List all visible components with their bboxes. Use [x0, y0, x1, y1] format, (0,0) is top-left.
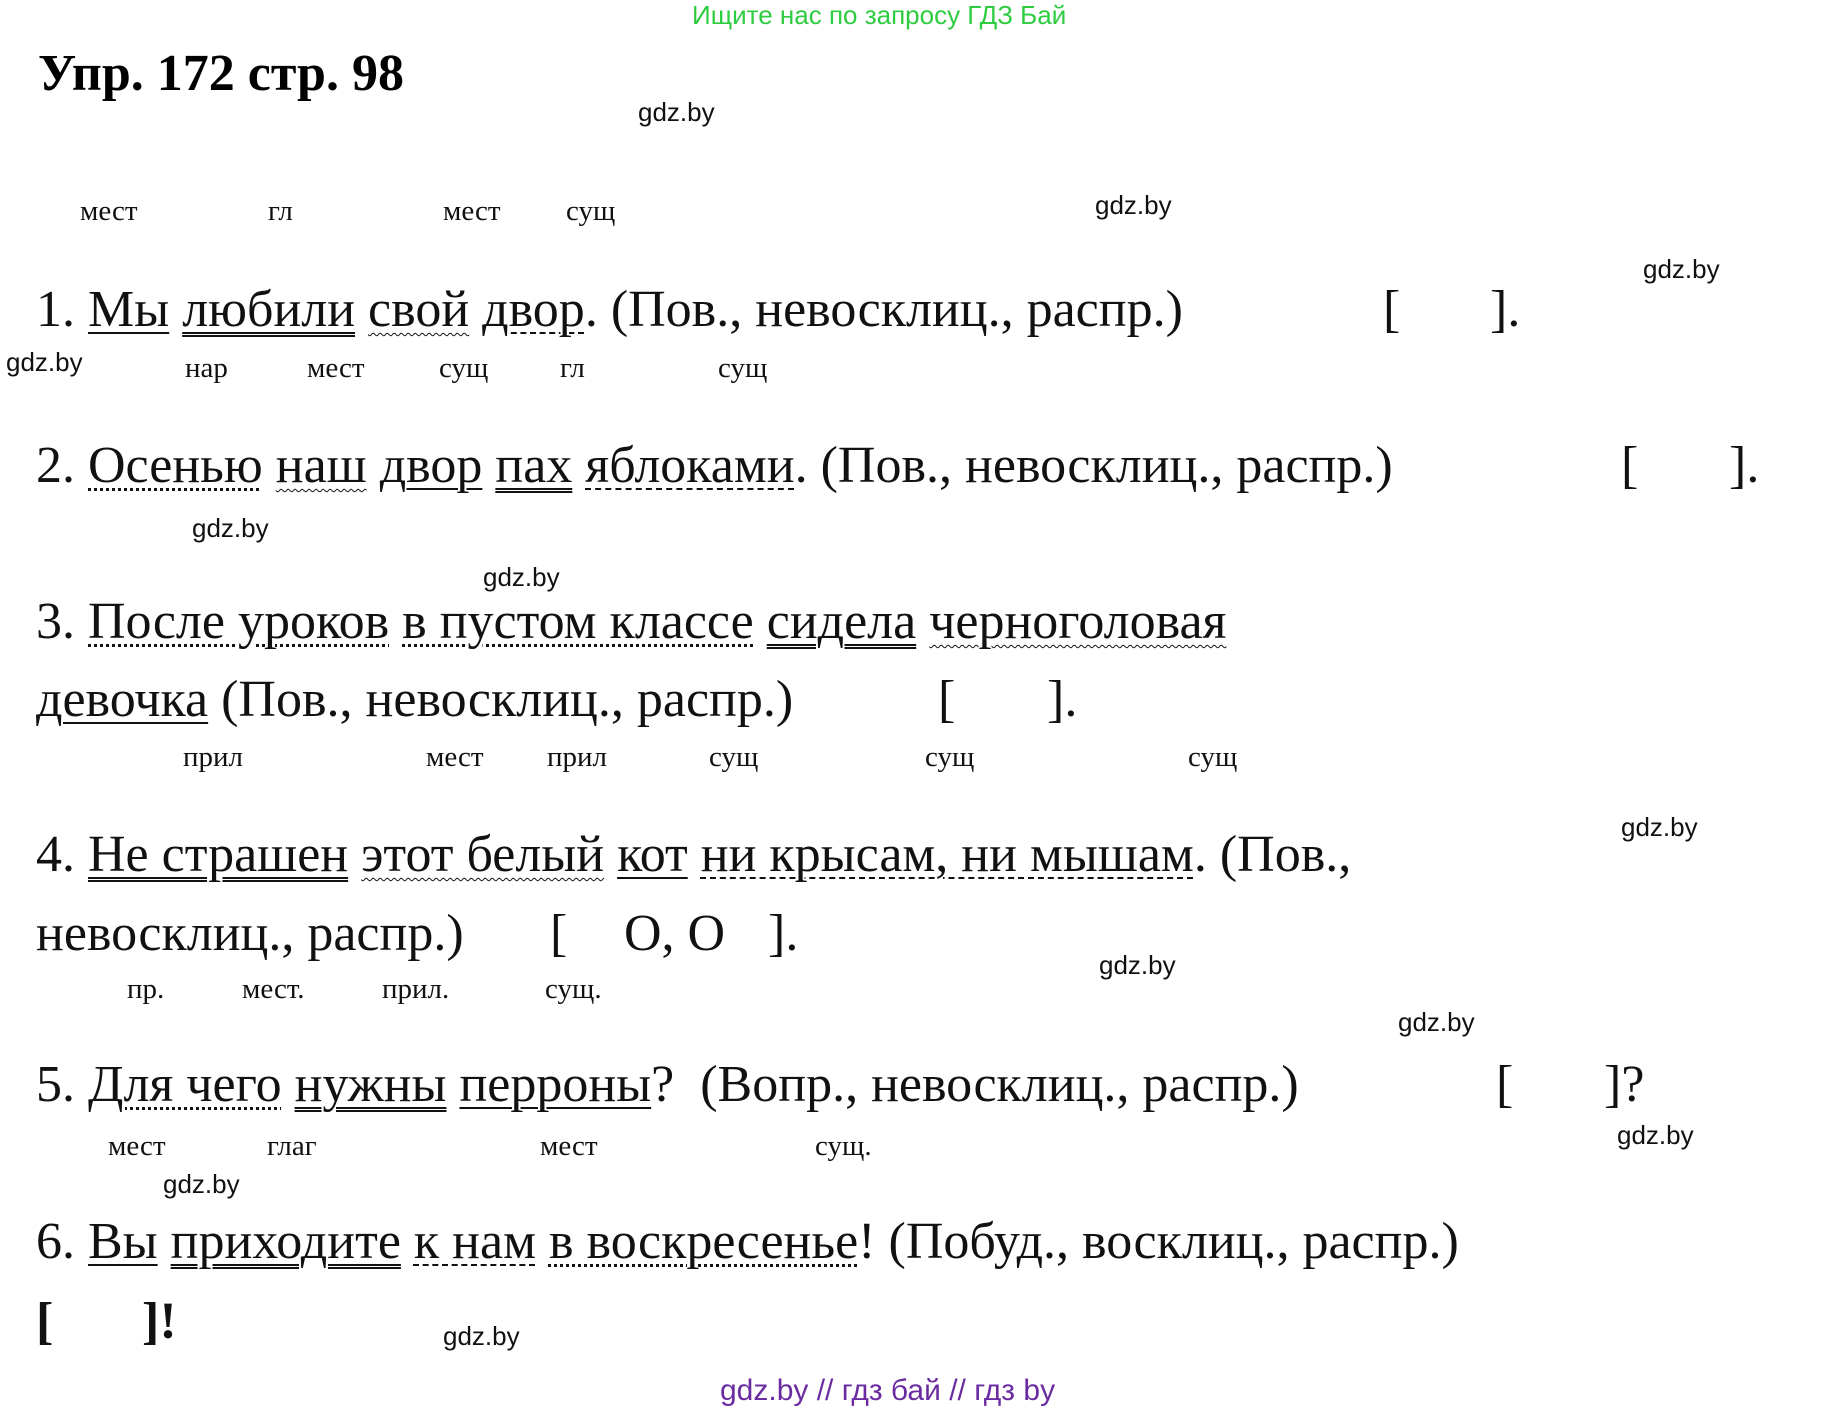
top-banner: Ищите нас по запросу ГДЗ Бай [692, 0, 1067, 30]
sentence-1 [36, 280, 1183, 339]
adverbial-phrase: После уроков [88, 593, 390, 650]
watermark: gdz.by [638, 97, 715, 127]
sentence-punct: . [1193, 826, 1207, 883]
object-word: яблоками [585, 437, 795, 494]
sentence-number: 2. [36, 437, 88, 494]
sentence-5 [36, 1055, 1299, 1114]
watermark: gdz.by [443, 1321, 520, 1351]
pos-tag: сущ [925, 741, 975, 773]
pos-tag: сущ [1188, 741, 1238, 773]
pos-tag: мест [307, 352, 365, 384]
scheme-bracket-open: [ [1621, 437, 1639, 494]
sentence-3-line-1 [36, 592, 1226, 651]
adverbial-phrase: в пустом классе [402, 593, 754, 650]
pos-tag: мест. [242, 973, 305, 1005]
predicate-word: нужны [294, 1056, 447, 1113]
object-phrase: к нам [413, 1213, 536, 1270]
adverbial-phrase: Для чего [88, 1056, 282, 1113]
sentence-characteristics: (Пов., [1219, 826, 1352, 883]
adverbial-word: Осенью [88, 437, 263, 494]
watermark: gdz.by [483, 562, 560, 592]
scheme-bracket-close: ]? [1604, 1056, 1645, 1113]
sentence-punct: . [584, 281, 598, 338]
sentence-number: 5. [36, 1056, 75, 1113]
pos-tag: пр. [127, 973, 165, 1005]
object-word: двор [482, 281, 585, 338]
scheme-bracket-open: [ [938, 671, 956, 728]
predicate-word: приходите [170, 1213, 401, 1270]
scheme-bracket-close: ]. [1490, 281, 1521, 338]
watermark: gdz.by [1099, 950, 1176, 980]
sentence-characteristics: невосклиц., распр.) [36, 905, 464, 962]
pos-tag: сущ [709, 741, 759, 773]
attribute-word: свой [368, 281, 470, 338]
sentence-6 [36, 1212, 1459, 1271]
sentence-number: 3. [36, 593, 75, 650]
subject-word: кот [617, 826, 688, 883]
pos-tag: сущ. [545, 973, 602, 1005]
pos-tag: мест [426, 741, 484, 773]
adverbial-phrase: в воскресенье [548, 1213, 859, 1270]
subject-word: Мы [88, 281, 170, 338]
pos-tag: прил. [382, 973, 450, 1005]
footer-links: gdz.by // гдз бай // гдз by [720, 1374, 1056, 1407]
scheme-bracket-open: [ [1383, 281, 1401, 338]
pos-tag: гл [560, 352, 585, 384]
pos-tag: прил [183, 741, 244, 773]
sentence-characteristics: (Побуд., восклиц., распр.) [888, 1213, 1459, 1270]
page-title: Упр. 172 стр. 98 [38, 45, 404, 102]
sentence-4-line-2 [36, 904, 464, 963]
attribute-word: черноголовая [929, 593, 1227, 650]
pos-tag: мест [443, 195, 501, 227]
sentence-number: 6. [36, 1213, 75, 1270]
pos-tag: сущ. [815, 1130, 872, 1162]
scheme-bracket-open: [ [36, 1293, 54, 1350]
pos-tag: гл [268, 195, 293, 227]
watermark: gdz.by [192, 513, 269, 543]
pos-tag: мест [540, 1130, 598, 1162]
subject-word: перроны [459, 1056, 652, 1113]
subject-word: девочка [36, 671, 209, 728]
attribute-word: наш [275, 437, 367, 494]
pos-tag: глаг [267, 1130, 317, 1162]
scheme-bracket-open: [ [1496, 1056, 1514, 1113]
scheme-bracket-close: ]. [1047, 671, 1078, 728]
sentence-punct: . [794, 437, 808, 494]
scheme-bracket-open: [ [550, 905, 568, 962]
pos-tag: прил [547, 741, 608, 773]
predicate-word: сидела [766, 593, 917, 650]
watermark: gdz.by [163, 1169, 240, 1199]
sentence-4-line-1 [36, 825, 1351, 884]
watermark: gdz.by [1617, 1120, 1694, 1150]
scheme-bracket-close: ]! [142, 1293, 177, 1350]
watermark: gdz.by [1621, 812, 1698, 842]
sentence-number: 1. [36, 281, 75, 338]
pos-tag: сущ [718, 352, 768, 384]
subject-word: Вы [88, 1213, 158, 1270]
watermark: gdz.by [1398, 1007, 1475, 1037]
predicate-word: любили [182, 281, 356, 338]
attribute-phrase: этот белый [361, 826, 605, 883]
sentence-characteristics: (Вопр., невосклиц., распр.) [700, 1056, 1299, 1113]
sentence-punct: ? [651, 1056, 675, 1113]
subject-word: двор [379, 437, 483, 494]
sentence-number: 4. [36, 826, 75, 883]
pos-tag: сущ [566, 195, 616, 227]
pos-tag: мест [108, 1130, 166, 1162]
pos-tag: сущ [439, 352, 489, 384]
sentence-punct: ! [858, 1213, 876, 1270]
sentence-characteristics: (Пов., невосклиц., распр.) [221, 671, 794, 728]
sentence-2 [36, 436, 1393, 495]
pos-tag: нар [185, 352, 228, 384]
predicate-word: пах [495, 437, 573, 494]
watermark: gdz.by [6, 347, 83, 377]
scheme-bracket-close: ]. [768, 905, 799, 962]
scheme-inner: О, О [624, 905, 726, 962]
predicate-phrase: Не страшен [88, 826, 349, 883]
sentence-3-line-2 [36, 670, 793, 729]
sentence-characteristics: (Пов., невосклиц., распр.) [820, 437, 1393, 494]
pos-tag: мест [80, 195, 138, 227]
object-phrase: ни крысам, ни мышам [700, 826, 1194, 883]
watermark: gdz.by [1095, 190, 1172, 220]
sentence-characteristics: (Пов., невосклиц., распр.) [610, 281, 1183, 338]
watermark: gdz.by [1643, 254, 1720, 284]
scheme-bracket-close: ]. [1729, 437, 1760, 494]
